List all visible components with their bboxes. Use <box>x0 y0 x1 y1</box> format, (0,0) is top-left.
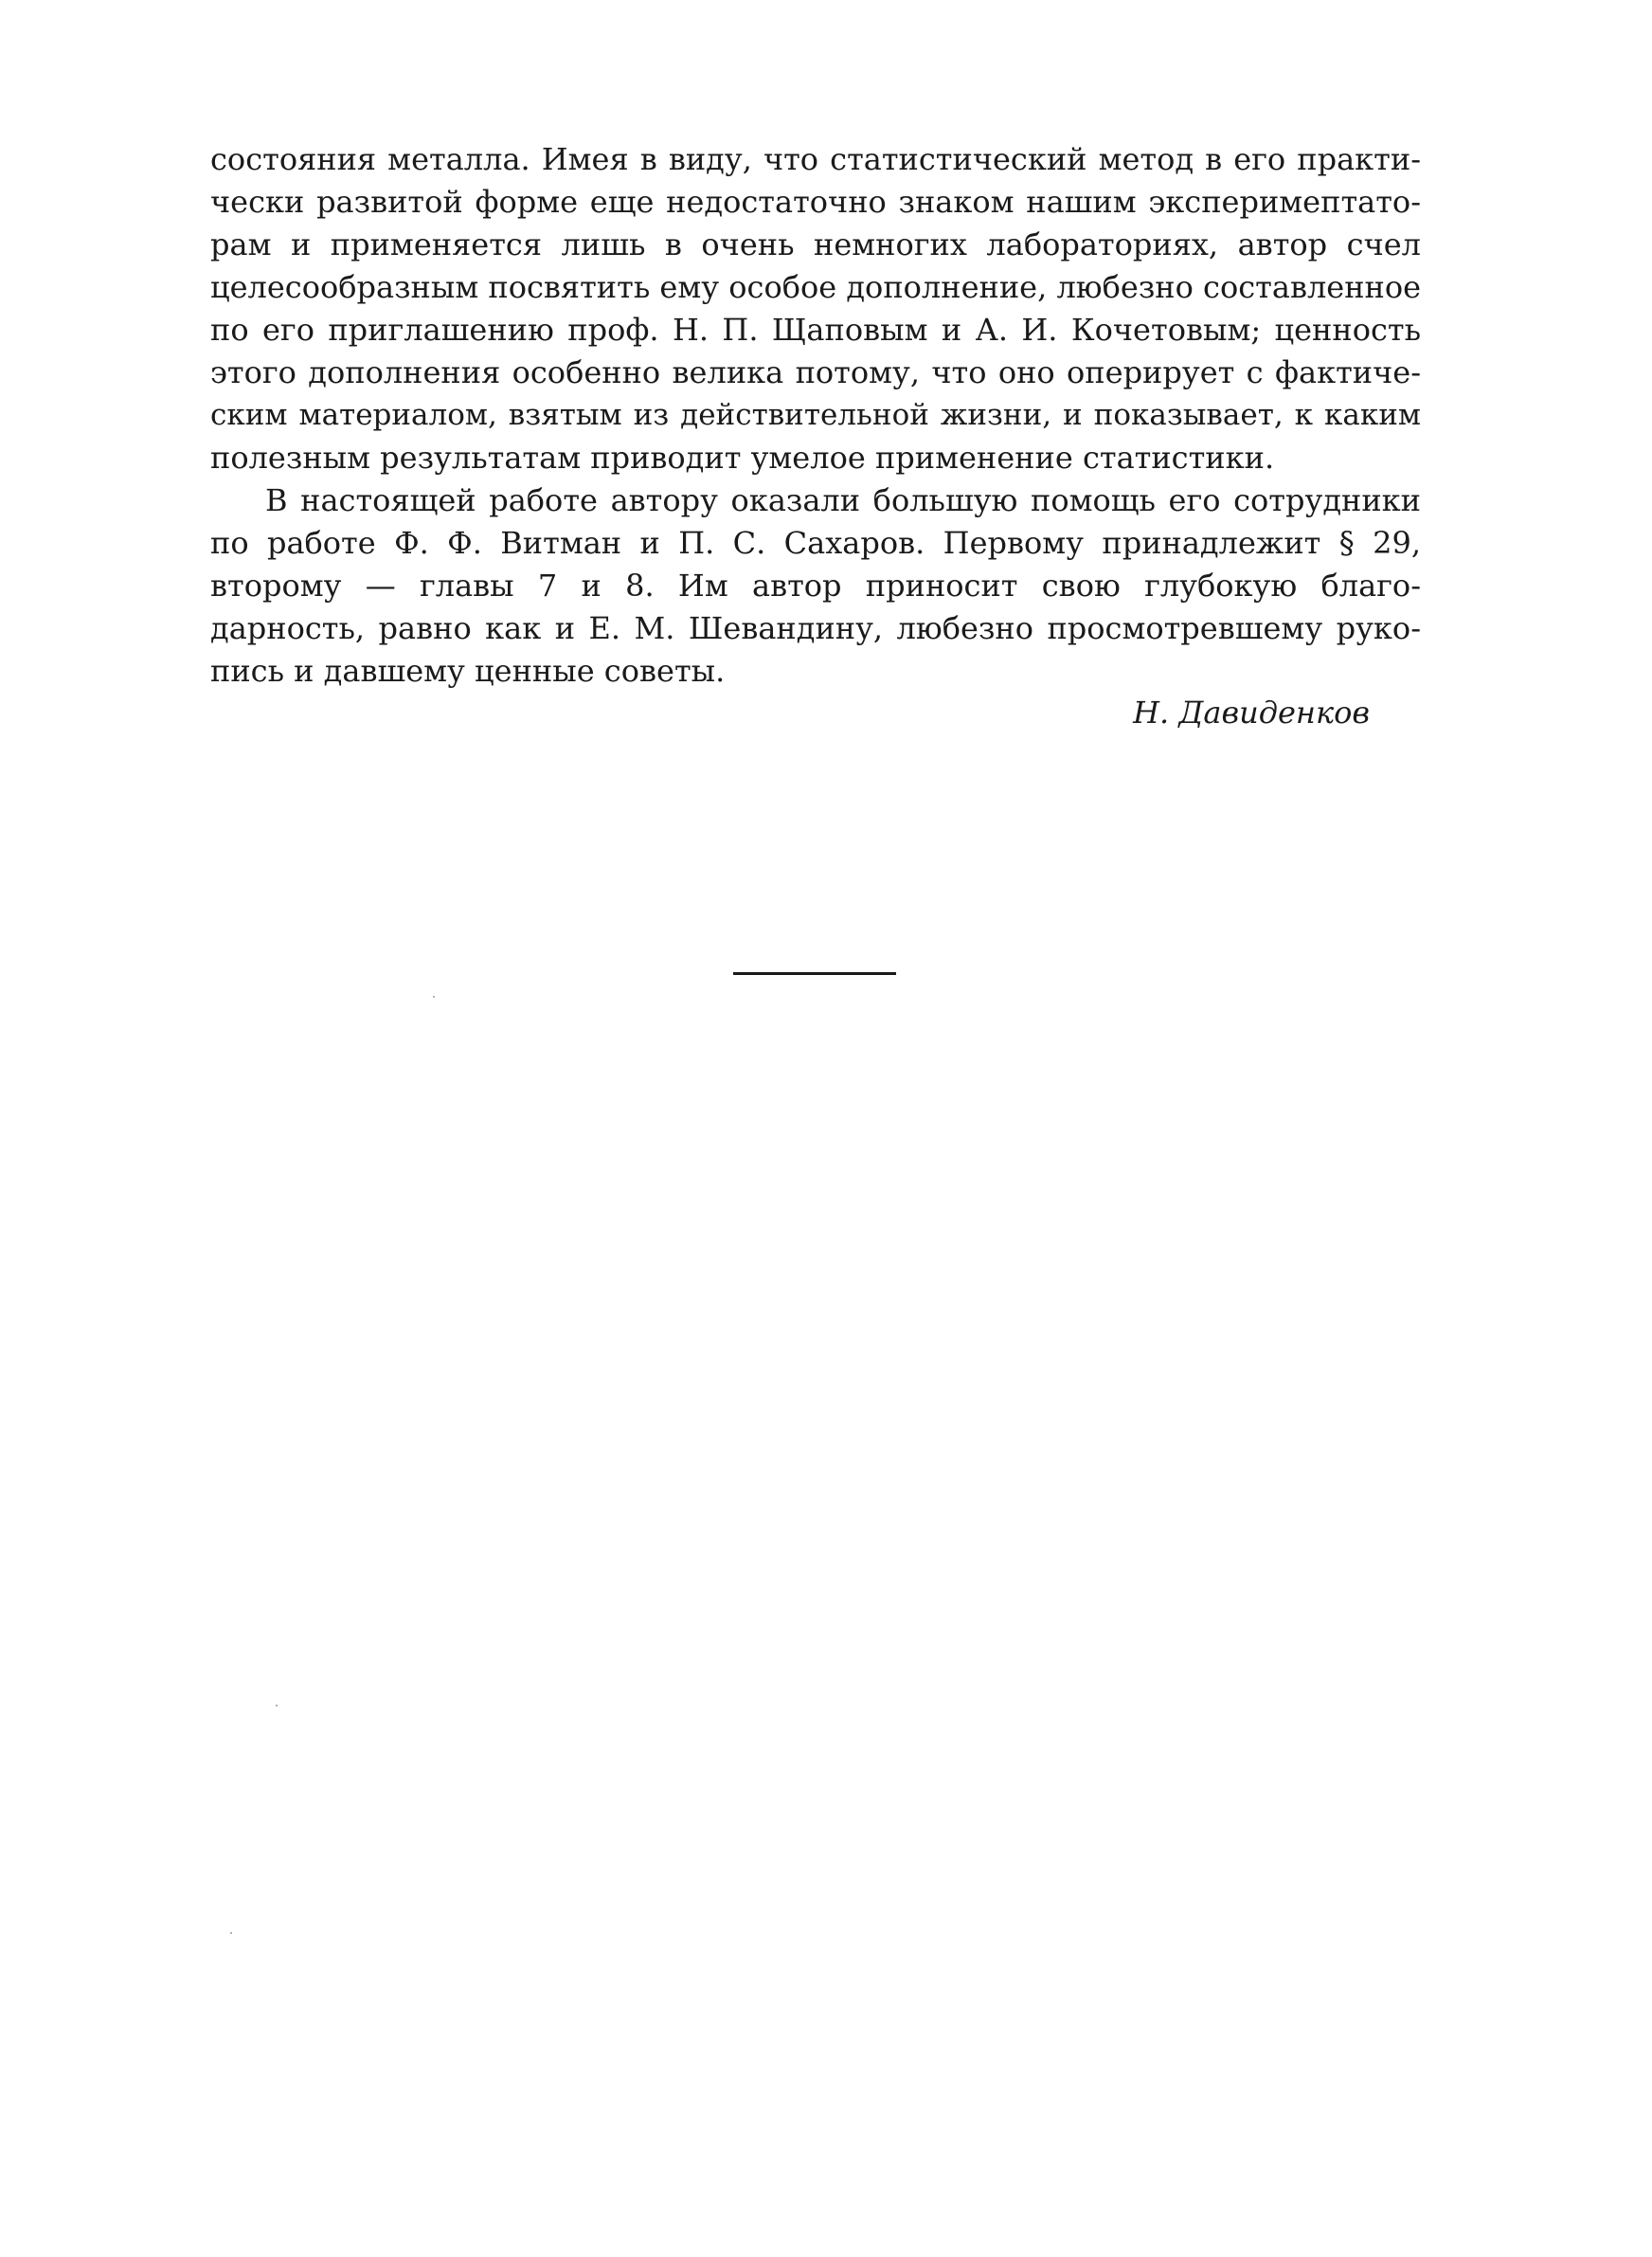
text-line: рам и применяется лишь в очень немногих лабораториях, автор счел <box>210 226 1421 262</box>
text-line: этого дополнения особенно велика потому, что оно оперирует с фактиче- <box>210 354 1421 390</box>
section-divider <box>733 972 896 975</box>
text-line: пись и давшему ценные советы. <box>210 653 726 689</box>
text-line: полезным результатам приводит умелое применение статистики. <box>210 440 1275 476</box>
author-signature: Н. Давиденков <box>1133 695 1370 731</box>
paragraph-1 <box>210 138 1421 479</box>
text-line: целесообразным посвятить ему особое дополнение, любезно составленное <box>210 269 1421 305</box>
text-line: чески развитой форме еще недостаточно знаком нашим эксперимептато- <box>210 184 1421 220</box>
text-line: второму — главы 7 и 8. Им автор приносит свою глубокую благо- <box>210 568 1421 604</box>
scan-speck <box>230 1932 232 1934</box>
text-line: В настоящей работе автору оказали большую помощь его сотрудники <box>265 482 1421 518</box>
text-line: ским материалом, взятым из действительной жизни, и показывает, к каким <box>210 398 1421 432</box>
text-line: дарность, равно как и Е. М. Шевандину, любезно просмотревшему руко- <box>210 610 1421 646</box>
text-line: состояния металла. Имея в виду, что статистический метод в его практи- <box>210 141 1421 177</box>
scan-speck <box>276 1705 278 1706</box>
paragraph-2 <box>210 479 1421 693</box>
text-line: по работе Ф. Ф. Витман и П. С. Сахаров. Первому принадлежит § 29, <box>210 525 1421 561</box>
body-text <box>210 138 1421 693</box>
text-line: по его приглашению проф. Н. П. Щаповым и А. И. Кочетовым; ценность <box>210 312 1421 348</box>
scan-speck <box>433 996 435 998</box>
